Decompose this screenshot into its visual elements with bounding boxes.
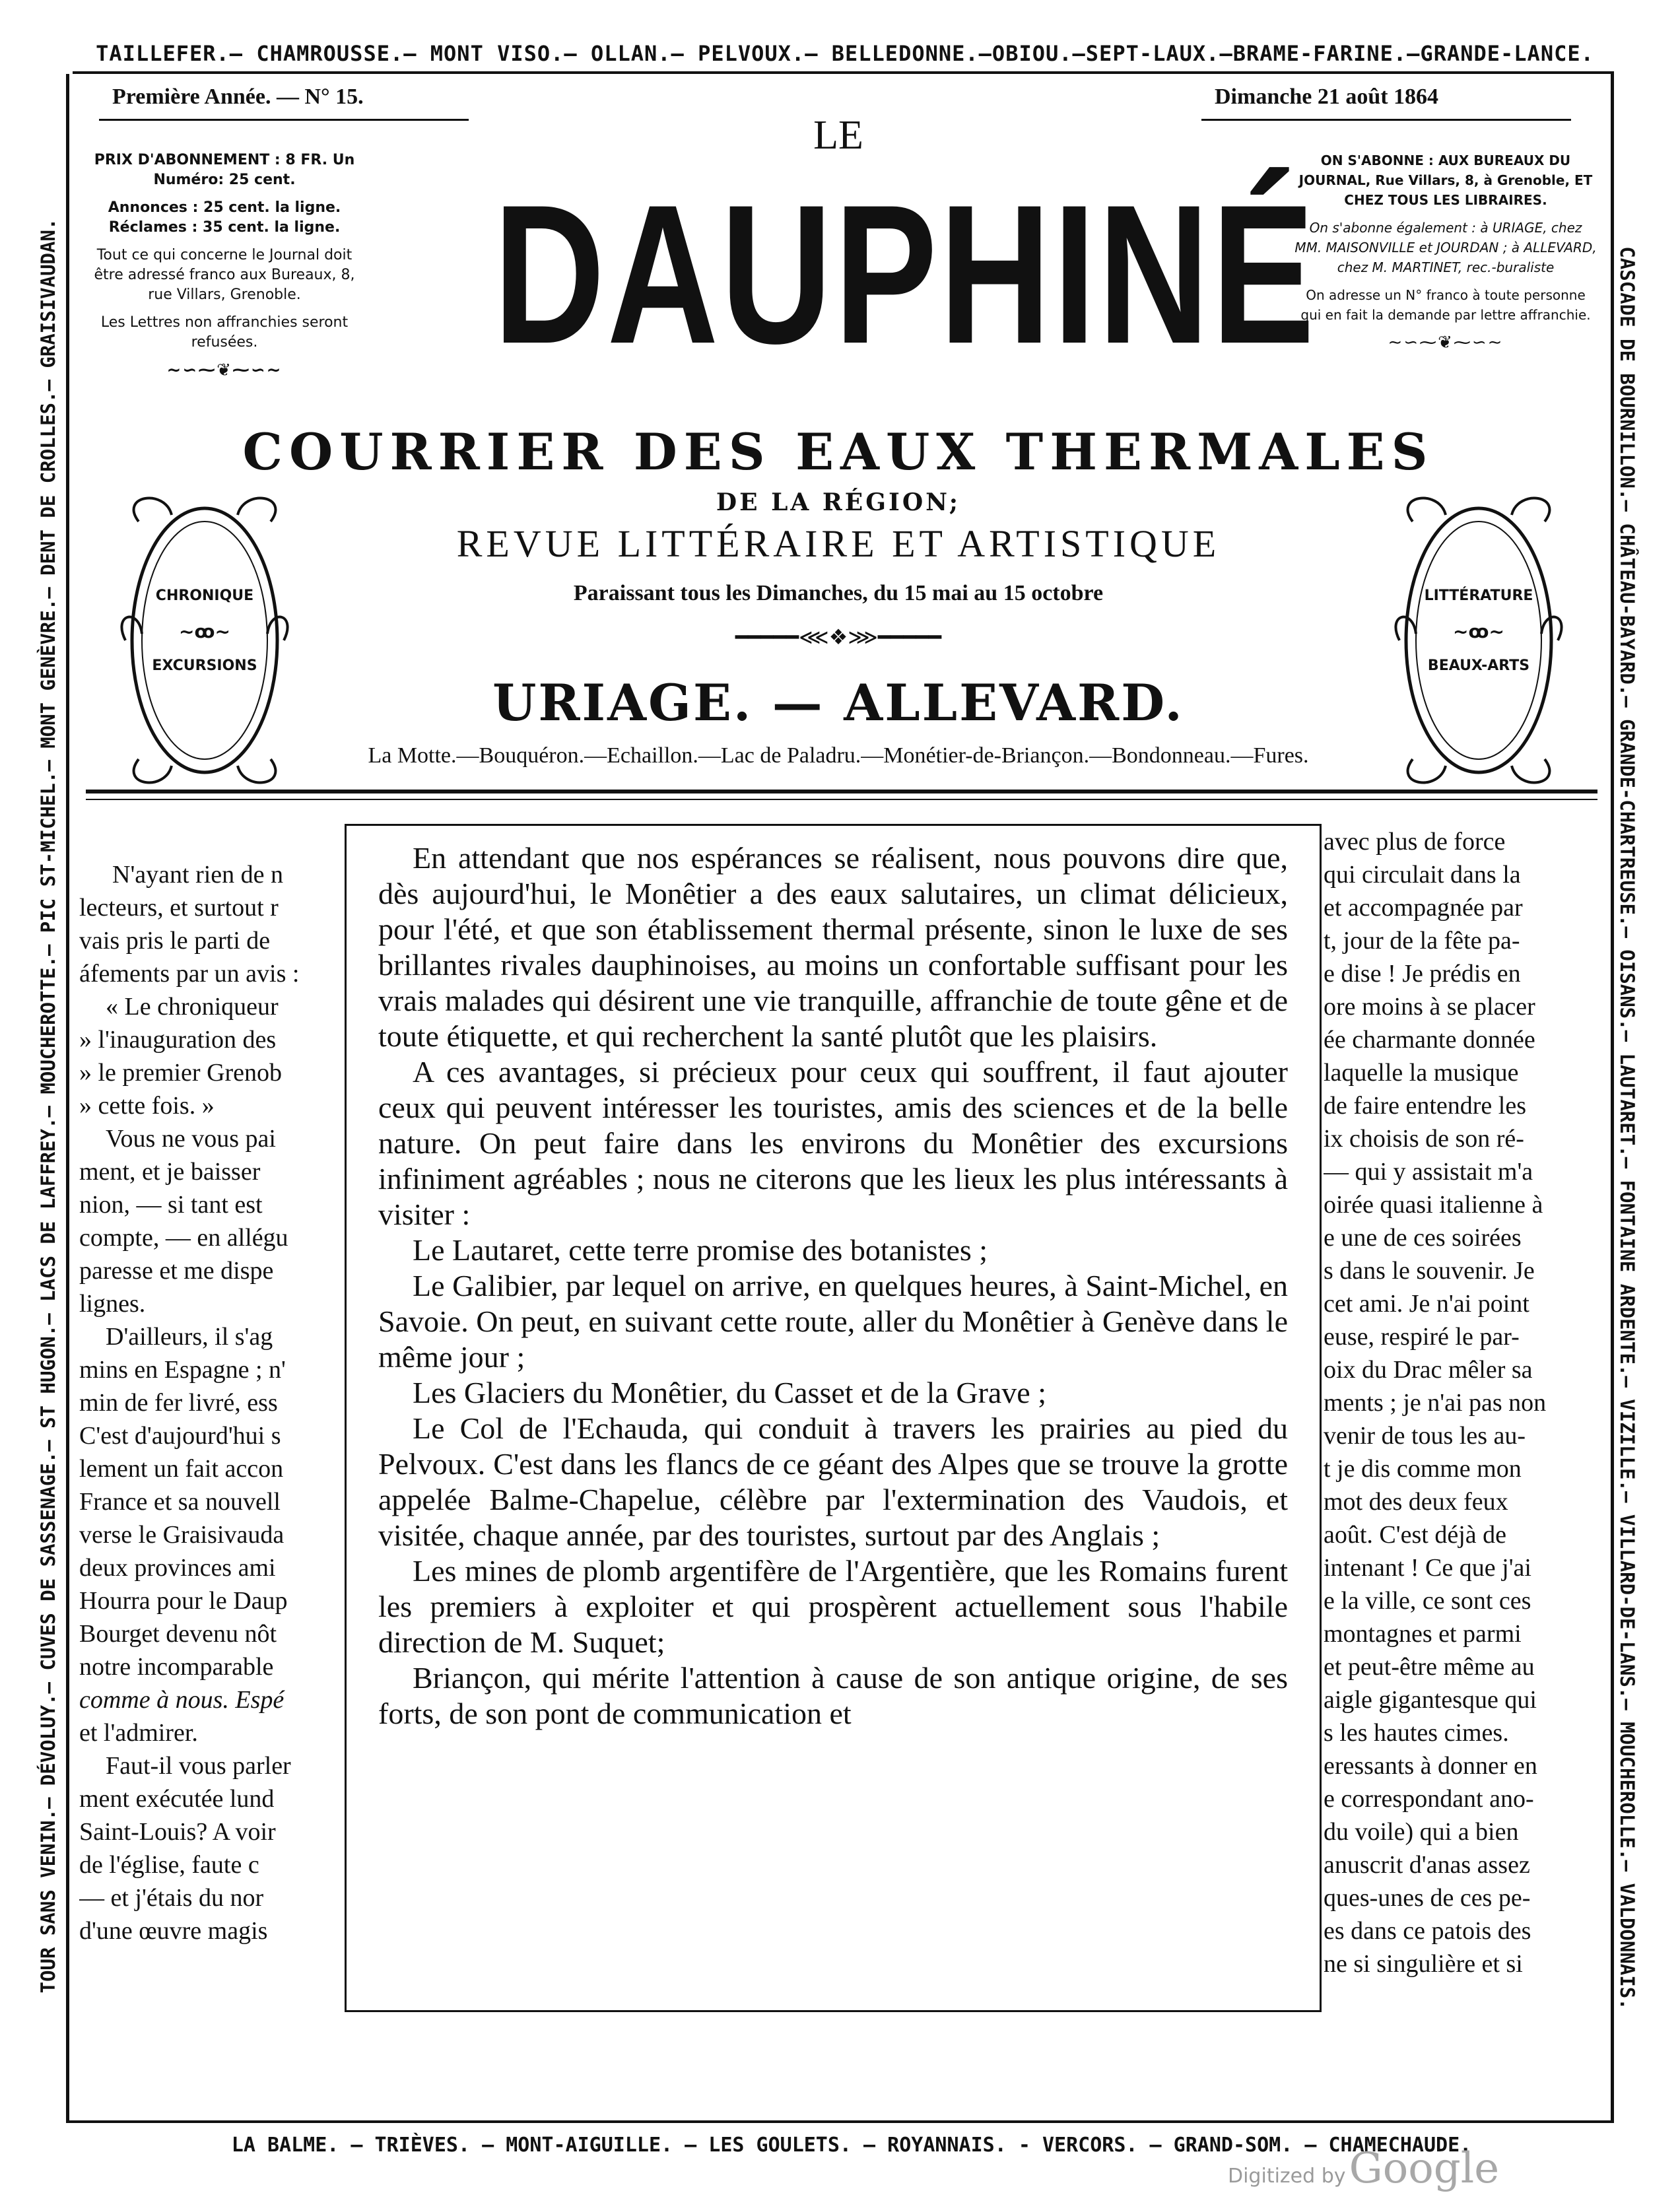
right-line: cet ami. Je n'ai point [1324, 1290, 1529, 1318]
issue-number: Première Année. — N° 15. [112, 84, 364, 109]
right-line: qui circulait dans la [1324, 861, 1521, 889]
subtitle-region: DE LA RÉGION; [716, 489, 961, 516]
ornament-right: ∼∽⁓❦⁓∽∼ [1388, 333, 1504, 353]
cartouche-right-ornament: ~ꝏ~ [1453, 621, 1504, 642]
article-paragraph: En attendant que nos espérances se réalisent, nous pouvons dire que, dès aujourd'hui, le Monêtier a des eaux salutaires, un climat délicieux, pour l'été, et que son établissement thermal présente, sinon le luxe de ses brillantes rivales dauphinoises, au moins un confortable suffisant pour les vrais malades qui désirent une vie tranquille, affranchie de toute gêne et de toute étiquette, et qui recherchent la santé plutôt que les plaisirs. [378, 841, 1288, 1053]
price-line: PRIX D'ABONNEMENT : 8 FR. Un Numéro: 25 cent. [94, 152, 355, 188]
right-line: t, jour de la fête pa- [1324, 927, 1520, 955]
subtitle-courrier: COURRIER DES EAUX THERMALES [242, 422, 1434, 481]
left-line: C'est d'aujourd'hui s [79, 1422, 281, 1450]
article-paragraph: A ces avantages, si précieux pour ceux qui souffrent, il faut ajouter ceux qui peuvent intéresser les touristes, amis des sciences et de la belle nature. On peut faire dans les environs du Monêtier des excursions infiniment agréables ; nous ne citerons que les lieux les plus intéressants à visiter : [378, 1055, 1288, 1231]
cartouche-left-top: CHRONIQUE [155, 588, 254, 604]
subscription-info-right [1294, 151, 1597, 353]
right-line: e correspondant ano- [1324, 1785, 1534, 1813]
right-line: de faire entendre les [1324, 1092, 1526, 1120]
border-right-rule [1611, 71, 1614, 2120]
left-line: d'une œuvre magis [79, 1917, 268, 1945]
right-line: ments ; je n'ai pas non [1324, 1389, 1547, 1417]
cartouche-left-ornament: ~ꝏ~ [179, 621, 230, 642]
left-column [79, 858, 343, 2099]
subtitle-revue: REVUE LITTÉRAIRE ET ARTISTIQUE [456, 522, 1221, 565]
ads-line: Annonces : 25 cent. la ligne. Réclames : 35 cent. la ligne. [108, 199, 341, 236]
title-article: LE [813, 113, 863, 158]
right-line: montagnes et parmi [1324, 1620, 1522, 1648]
right-line: ix choisis de son ré- [1324, 1125, 1524, 1153]
issue-date: Dimanche 21 août 1864 [1215, 84, 1439, 109]
secondary-towns: La Motte.—Bouquéron.—Echaillon.—Lac de Paladru.—Monétier-de-Briançon.—Bondonneau.—Fures. [368, 743, 1309, 768]
left-line: Saint-Louis? A voir [79, 1818, 276, 1846]
left-line: » cette fois. » [79, 1092, 215, 1120]
left-line: D'ailleurs, il s'ag [106, 1323, 273, 1351]
left-line: « Le chroniqueur [106, 993, 279, 1021]
right-line: laquelle la musique [1324, 1059, 1519, 1087]
right-line: août. C'est déjà de [1324, 1521, 1506, 1549]
left-line: áfements par un avis : [79, 960, 300, 988]
left-line: vais pris le parti de [79, 927, 271, 955]
left-line: » le premier Grenob [79, 1059, 283, 1087]
left-line: lement un fait accon [79, 1455, 284, 1483]
right-line: ques-unes de ces pe- [1324, 1884, 1531, 1912]
google-logo: Google [1349, 2144, 1500, 2193]
issue-underline-right [1201, 119, 1571, 121]
article-paragraph: Le Galibier, par lequel on arrive, en quelques heures, à Saint-Michel, en Savoie. On peut, en suivant cette route, aller du Monêtier à Genève dans le même jour ; [378, 1269, 1288, 1374]
cartouche-right-top: LITTÉRATURE [1424, 588, 1533, 604]
article-paragraph: Briançon, qui mérite l'attention à cause de son antique origine, de ses forts, de son pont de communication et [378, 1661, 1288, 1730]
left-line: notre incomparable [79, 1653, 274, 1681]
left-line: ment exécutée lund [79, 1785, 275, 1813]
right-line: intenant ! Ce que j'ai [1324, 1554, 1531, 1582]
masthead-rule-thin [86, 799, 1597, 800]
right-line: du voile) qui a bien [1324, 1818, 1519, 1846]
resort-towns: URIAGE. — ALLEVARD. [492, 673, 1184, 732]
left-line: de l'église, faute c [79, 1851, 259, 1879]
right-line: ore moins à se placer [1324, 993, 1535, 1021]
left-line: et l'admirer. [79, 1719, 198, 1747]
left-line: mins en Espagne ; n' [79, 1356, 286, 1384]
other-subscription: On s'abonne également : à URIAGE, chez MM. MAISONVILLE et JOURDAN ; à ALLEVARD, chez M. MARTINET, rec.-buraliste [1294, 220, 1597, 275]
article-paragraph: Les mines de plomb argentifère de l'Argentière, que les Romains furent les premiers à exploiter et qui prospèrent actuellement sous l'habile direction de M. Suquet; [378, 1554, 1288, 1659]
right-line: venir de tous les au- [1324, 1422, 1526, 1450]
left-line: verse le Graisivauda [79, 1521, 285, 1549]
right-line: anuscrit d'anas assez [1324, 1851, 1530, 1879]
border-bottom-rule [66, 2120, 1614, 2123]
right-line: t je dis comme mon [1324, 1455, 1522, 1483]
left-line: comme à nous. Espé [79, 1686, 285, 1714]
right-line: s les hautes cimes. [1324, 1719, 1509, 1747]
cartouche-left-bottom: EXCURSIONS [152, 658, 257, 674]
right-place-band: CASCADE DE BOURNILLON.— CHÂTEAU-BAYARD.— GRANDE-CHARTREUSE.— OISANS.— LAUTARET.— FONTAINE ARDENTE.— VIZILLE.— VILLARD-DE-LANS.— MOUCHEROLLE.— VALDONNAIS. [1616, 246, 1638, 2010]
left-line: Bourget devenu nôt [79, 1620, 277, 1648]
right-line: e la ville, ce sont ces [1324, 1587, 1531, 1615]
border-left-rule [66, 74, 69, 2120]
right-line: e une de ces soirées [1324, 1224, 1522, 1252]
right-line: ne si singulière et si [1324, 1950, 1523, 1978]
left-line: Vous ne vous pai [106, 1125, 276, 1153]
ornament-left: ∼∽⁓❦⁓∽∼ [166, 360, 283, 380]
digitized-watermark [1228, 2144, 1571, 2193]
left-line: paresse et me dispe [79, 1257, 274, 1285]
article-paragraph: Les Glaciers du Monêtier, du Casset et de la Grave ; [413, 1376, 1047, 1409]
left-line: lecteurs, et surtout r [79, 894, 279, 922]
article-paragraph: Le Col de l'Echauda, qui conduit à travers les prairies au pied du Pelvoux. C'est dans les flancs de ce géant des Alpes que se trouve la grotte appelée Balme-Chapelue, célèbre par l'extermination des Vaudois, et visitée, chaque année, par des touristes, surtout par des Anglais ; [378, 1411, 1288, 1552]
right-line: es dans ce patois des [1324, 1917, 1531, 1945]
bottom-place-band: LA BALME. — TRIÈVES. — MONT-AIGUILLE. — LES GOULETS. — ROYANNAIS. - VERCORS. — GRAND-SOM. — CHAMECHAUDE. [231, 2134, 1472, 2157]
left-line: » l'inauguration des [79, 1026, 277, 1054]
newspaper-title: DAUPHINÉ [493, 163, 1317, 385]
left-line: France et sa nouvell [79, 1488, 281, 1516]
right-line: s dans le souvenir. Je [1324, 1257, 1535, 1285]
right-line: et accompagnée par [1324, 894, 1523, 922]
right-line: e dise ! Je prédis en [1324, 960, 1521, 988]
right-line: — qui y assistait m'a [1324, 1158, 1533, 1186]
right-line: mot des deux feux [1324, 1488, 1508, 1516]
border-top-rule [73, 71, 1611, 74]
left-line: lignes. [79, 1290, 146, 1318]
right-line: avec plus de force [1324, 828, 1506, 856]
right-line: euse, respiré le par- [1324, 1323, 1520, 1351]
left-line: deux provinces ami [79, 1554, 276, 1582]
article-overlay [345, 824, 1322, 2012]
right-line: aigle gigantesque qui [1324, 1686, 1537, 1714]
left-line: min de fer livré, ess [79, 1389, 278, 1417]
publication-frequency: Paraissant tous les Dimanches, du 15 mai au 15 octobre [573, 581, 1104, 605]
issue-underline-left [99, 119, 469, 121]
free-copy-line: On adresse un N° franco à toute personne qui en fait la demande par lettre affranchie. [1300, 287, 1591, 323]
right-line: oix du Drac mêler sa [1324, 1356, 1533, 1384]
cartouche-right-bottom: BEAUX-ARTS [1427, 658, 1530, 674]
top-place-band: TAILLEFER.— CHAMROUSSE.— MONT VISO.— OLLAN.— PELVOUX.— BELLEDONNE.—OBIOU.—SEPT-LAUX.—BRAME-FARINE.—GRANDE-LANCE. [96, 41, 1594, 66]
left-line: — et j'étais du nor [79, 1884, 264, 1912]
left-line: Hourra pour le Daup [79, 1587, 288, 1615]
right-column [1324, 825, 1601, 2099]
right-line: et peut-être même au [1324, 1653, 1535, 1681]
letters-line: Les Lettres non affranchies seront refusées. [100, 314, 349, 351]
center-ornament: ━━━━━⋘❖⋙━━━━━ [735, 624, 942, 650]
left-place-band: TOUR SANS VENIN.— DÉVOLUY.— CUVES DE SASSENAGE.— ST HUGON.— LACS DE LAFFREY.— MOUCHEROTTE.— PIC ST-MICHEL.— MONT GENÈVRE.— DENT DE CROLLES.— GRAISIVAUDAN. [37, 218, 59, 1994]
left-line: Faut-il vous parler [106, 1752, 291, 1780]
article-paragraph: Le Lautaret, cette terre promise des botanistes ; [413, 1233, 988, 1267]
watermark-prefix: Digitized by [1228, 2165, 1346, 2188]
address-line: Tout ce qui concerne le Journal doit être adressé franco aux Bureaux, 8, rue Villars, Grenoble. [94, 247, 355, 303]
right-line: oirée quasi italienne à [1324, 1191, 1543, 1219]
masthead-rule-thick [86, 790, 1597, 793]
left-line: N'ayant rien de n [112, 861, 284, 889]
right-line: ée charmante donnée [1324, 1026, 1535, 1054]
subscription-info-left [86, 151, 363, 380]
left-line: compte, — en allégu [79, 1224, 288, 1252]
left-line: nion, — si tant est [79, 1191, 263, 1219]
left-line: ment, et je baisser [79, 1158, 261, 1186]
right-line: eressants à donner en [1324, 1752, 1537, 1780]
where-to-subscribe: ON S'ABONNE : AUX BUREAUX DU JOURNAL, Rue Villars, 8, à Grenoble, ET CHEZ TOUS LES LIBRAIRES. [1298, 152, 1593, 208]
